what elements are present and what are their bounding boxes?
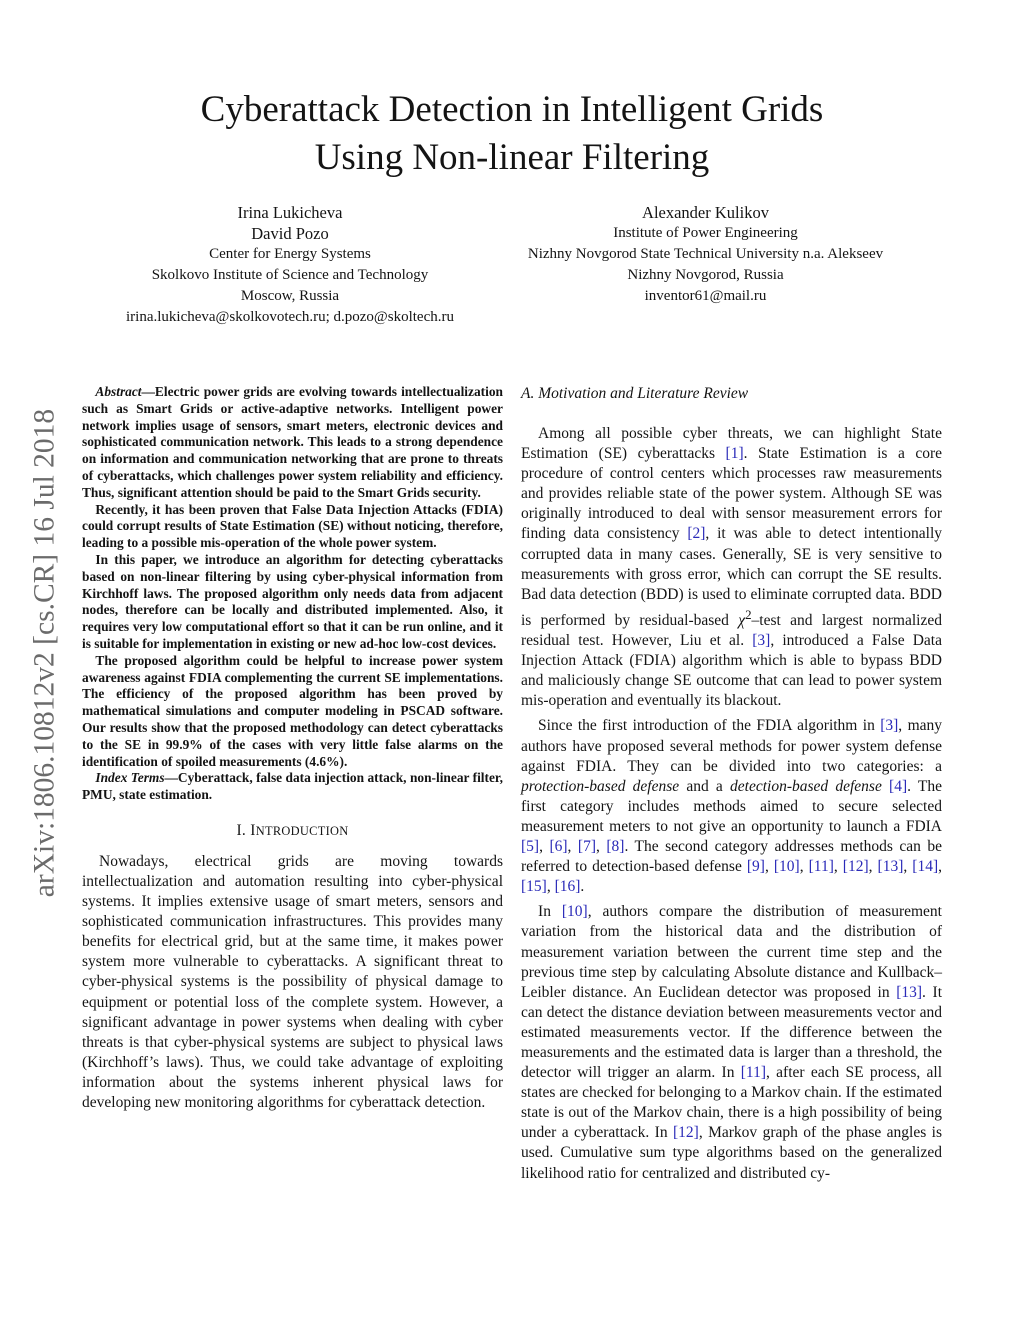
citation-link[interactable]: [16] [554, 878, 581, 896]
title-line-2: Using Non-linear Filtering [314, 137, 710, 178]
author-city: Nizhny Novgorod, Russia [627, 267, 784, 283]
body-paragraph: In [10], authors compare the distribution of measurement variation from the historical data and the distribution of measurement variation between the current time step and the previous time step by calculating Absolute distance and Kullback–Leibler distance. An Euclidean detector was proposed in [13]. It can detect the distance deviation between measurements vector and estimated measurements vector. If the difference between the measurements and the estimated data is larger than a threshold, the detector will trigger an alarm. In [11], after each SE process, all states are checked for belonging to a Markov chain. If the estimated state is out of the Markov chain, there is a high possibility of being under a cyberattack. In [12], Markov graph of the phase angles is used. Cumulative sum type algorithms based on the generalized likelihood ratio for centralized and distributed cy- [521, 903, 943, 1182]
citation-link[interactable]: [1] [725, 445, 744, 463]
left-column [82, 384, 503, 1113]
citation-link[interactable]: [11] [808, 858, 834, 876]
author-name: Irina Lukicheva [237, 203, 343, 222]
body-paragraph: Nowadays, electrical grids are moving towards intellectualization and automation resulting into cyber-physical systems. It implies extensive usage of smart meters, sensors and sophisticated communication infrastructures. This provides many benefits for electrical grid, but at the same time, it makes power system more vulnerable to cyberattacks. A significant threat to cyber-physical systems is the possibility of physical damage to equipment or potential loss of the complete system. However, a significant advantage in power systems when dealing with cyber threats is that cyber-physical systems are subject to physical laws (Kirchhoff’s laws). Thus, we could take advantage of exploiting information about the systems inherent physical laws for developing new monitoring algorithms for cyberattack detection. [82, 852, 503, 1112]
citation-link[interactable]: [7] [577, 838, 596, 856]
author-affiliation: Institute of Power Engineering [613, 225, 798, 241]
citation-link[interactable]: [12] [842, 858, 869, 876]
citation-link[interactable]: [2] [687, 525, 706, 543]
chi-symbol: χ [738, 612, 746, 629]
abstract-label: Abstract [95, 384, 142, 399]
abstract-paragraph: Recently, it has been proven that False Data Injection Attacks (FDIA) could corrupt results of State Estimation (SE) without noticing, therefore, leading to a possible mis-operation of the whole power system. [82, 501, 503, 551]
abstract-paragraph: Abstract—Electric power grids are evolving towards intellectualization such as Smart Grids or active-adaptive networks. Intelligent power network implies usage of sensors, smart meters, electronic devices and sophisticated communication network. This leads to a strong dependence on information and communication networking that are prone to threats of cyberattacks, which challenges power system reliability and efficiency. Thus, significant attention should be paid to the Smart Grids security. [82, 384, 503, 500]
author-email: inventor61@mail.ru [644, 288, 767, 304]
superscript: 2 [745, 606, 752, 622]
author-affiliation: Skolkovo Institute of Science and Technology [151, 267, 429, 283]
abstract-paragraph: In this paper, we introduce an algorithm for detecting cyberattacks based on non-linear filtering by using cyber-physical information from Kirchhoff laws. The proposed algorithm only needs data from adjacent nodes, therefore can be locally and distributed implemented. Also, it requires very low computational effort so that it can be run online, and it is suitable for implementation in existing or new ad-hoc low-cost devices. [82, 551, 503, 651]
citation-link[interactable]: [12] [673, 1124, 699, 1142]
citation-link[interactable]: [10] [773, 858, 800, 876]
author-affiliation: Nizhny Novgorod State Technical University n.a. Alekseev [527, 246, 884, 262]
citation-link[interactable]: [13] [877, 858, 904, 876]
author-affiliation: Center for Energy Systems [209, 246, 371, 262]
citation-link[interactable]: [13] [896, 983, 923, 1001]
citation-link[interactable]: [9] [746, 858, 765, 876]
citation-link[interactable]: [4] [889, 777, 908, 795]
arxiv-stamp-text: arXiv:1806.10812v2 [cs.CR] 16 Jul 2018 [28, 408, 60, 898]
citation-link[interactable]: [5] [521, 838, 540, 856]
section-heading-introduction: I. INTRODUCTION [236, 821, 349, 839]
author-block-right [498, 202, 913, 307]
arxiv-stamp [30, 368, 59, 938]
author-name: Alexander Kulikov [642, 203, 769, 222]
index-terms-label: Index Terms [95, 770, 165, 786]
author-email: irina.lukicheva@skolkovotech.ru; d.pozo@skoltech.ru [126, 309, 454, 325]
citation-link[interactable]: [8] [606, 838, 625, 856]
author-name: David Pozo [251, 224, 329, 243]
citation-link[interactable]: [6] [549, 838, 568, 856]
subsection-heading: A. Motivation and Literature Review [521, 385, 749, 402]
citation-link[interactable]: [15] [521, 878, 547, 896]
citation-link[interactable]: [14] [912, 858, 939, 876]
body-paragraph: Among all possible cyber threats, we can highlight State Estimation (SE) cyberattacks [1]. State Estimation is a core procedure of control centers which processes raw measurements and provides reliable state of the power system. Although SE was originally introduced to deal with sensor measurement errors for finding data consistency [2], it was able to detect intentionally corrupted data in many cases. Generally, SE is very sensitive to measurements with gross error, which can corrupt the SE results. Bad data detection (BDD) is used to eliminate corrupted data. BDD is performed by residual-based $\chi^2$–test and largest normalized residual test. However, Liu et al. [3], introduced a False Data Injection Attack (FDIA) algorithm which is able to bypass BDD and maliciously change SE outcome that can lead to power system mis-operation and eventually its blackout. [521, 425, 943, 710]
citation-link[interactable]: [3] [880, 717, 899, 735]
citation-link[interactable]: [3] [752, 632, 771, 650]
author-city: Moscow, Russia [240, 288, 340, 304]
abstract-paragraph: The proposed algorithm could be helpful to increase power system awareness against FDIA complementing the current SE implementations. The efficiency of the proposed algorithm has been proved by mathematical simulations and computer modeling in PSCAD software. Our results show that the proposed methodology can detect cyberattacks to the SE in 99.9% of the cases with very little false alarms on the identification of spoiled measurements (4.6%). [82, 652, 503, 769]
author-block-left [100, 202, 480, 328]
body-paragraph: Since the first introduction of the FDIA algorithm in [3], many authors have proposed several methods for power system defense against FDIA. They can be divided into two categories: a protection-based defense and a detection-based defense [4]. The first category includes methods aimed to secure selected measurement meters to not give an opportunity to launch a FDIA [5], [6], [7], [8]. The second category addresses methods can be referred to detection-based defense [9], [10], [11], [12], [13], [14], [15], [16]. [521, 717, 943, 896]
title-line-1: Cyberattack Detection in Intelligent Grids [200, 89, 824, 130]
index-terms: Index Terms—Cyberattack, false data injection attack, non-linear filter, PMU, state estimation. [82, 770, 503, 803]
citation-link[interactable]: [10] [561, 903, 588, 921]
right-column [521, 384, 942, 1184]
citation-link[interactable]: [11] [740, 1064, 766, 1082]
paper-title [0, 86, 1024, 182]
